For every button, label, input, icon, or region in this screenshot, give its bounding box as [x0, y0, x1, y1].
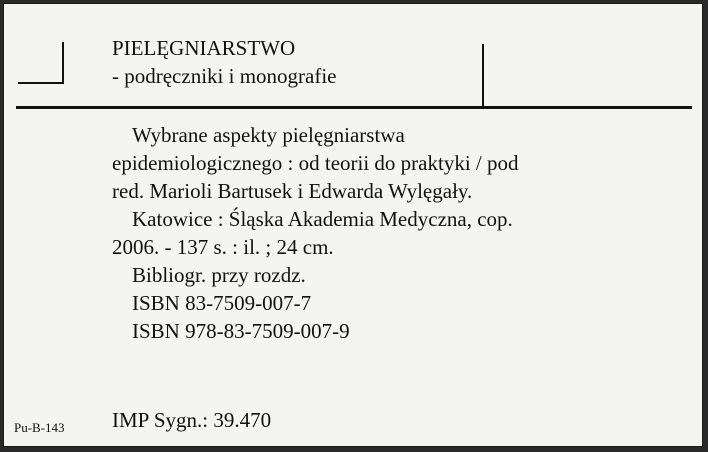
bibliographic-record	[112, 121, 612, 345]
bibliography-note: Bibliogr. przy rozdz.	[132, 263, 306, 287]
subject-heading	[112, 34, 337, 90]
subject-subtitle: - podręczniki i monografie	[112, 64, 337, 88]
catalog-card	[3, 3, 703, 447]
title-line-1: Wybrane aspekty pielęgniarstwa	[132, 123, 405, 147]
title-line-3: red. Marioli Bartusek i Edwarda Wylęgały.	[112, 179, 473, 203]
call-number: IMP Sygn.: 39.470	[112, 408, 272, 432]
corner-mark-horizontal	[18, 82, 64, 84]
card-code: Pu-B-143	[14, 420, 65, 435]
subject-title: PIELĘGNIARSTWO	[112, 36, 296, 60]
title-line-2: epidemiologicznego : od teorii do praktyki / pod	[112, 151, 519, 175]
isbn-10: ISBN 83-7509-007-7	[132, 291, 312, 315]
corner-mark-vertical	[62, 42, 64, 84]
imprint-line-2: 2006. - 137 s. : il. ; 24 cm.	[112, 235, 334, 259]
header-divider-vertical	[482, 44, 484, 108]
imprint-line-1: Katowice : Śląska Akademia Medyczna, cop.	[132, 207, 513, 231]
header-divider-horizontal	[16, 106, 692, 109]
isbn-13: ISBN 978-83-7509-007-9	[132, 319, 350, 343]
